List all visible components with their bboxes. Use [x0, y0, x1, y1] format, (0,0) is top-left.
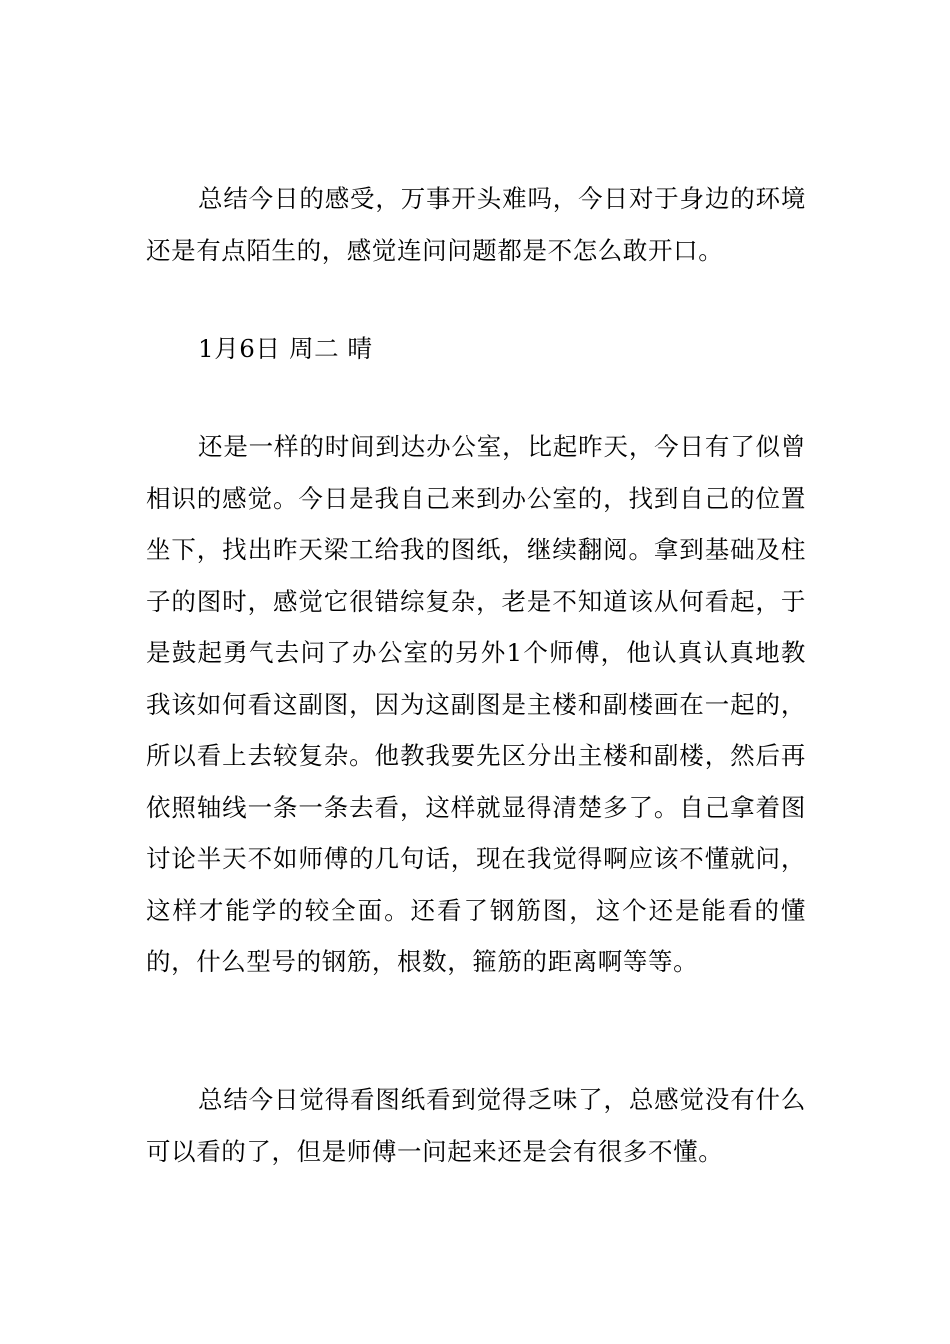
summary-paragraph-day2: 总结今日觉得看图纸看到觉得乏味了，总感觉没有什么可以看的了，但是师傅一问起来还是会有很多不懂。 — [146, 1085, 806, 1166]
summary-paragraph-day1: 总结今日的感受，万事开头难吗，今日对于身边的环境还是有点陌生的，感觉连问问题都是不怎么敢开口。 — [146, 184, 806, 265]
date-heading: 1月6日 周二 晴 — [198, 334, 373, 363]
journal-paragraph-day2: 还是一样的时间到达办公室，比起昨天，今日有了似曾相识的感觉。今日是我自己来到办公室的，找到自己的位置坐下，找出昨天梁工给我的图纸，继续翻阅。拿到基础及柱子的图时，感觉它很错综复杂，老是不知道该从何看起，于是鼓起勇气去问了办公室的另外1个师傅，他认真认真地教我该如何看这副图，因为这副图是主楼和副楼画在一起的，所以看上去较复杂。他教我要先区分出主楼和副楼，然后再依照轴线一条一条去看，这样就显得清楚多了。自己拿着图讨论半天不如师傅的几句话，现在我觉得啊应该不懂就问，这样才能学的较全面。还看了钢筋图，这个还是能看的懂的，什么型号的钢筋，根数，箍筋的距离啊等等。 — [146, 432, 806, 976]
